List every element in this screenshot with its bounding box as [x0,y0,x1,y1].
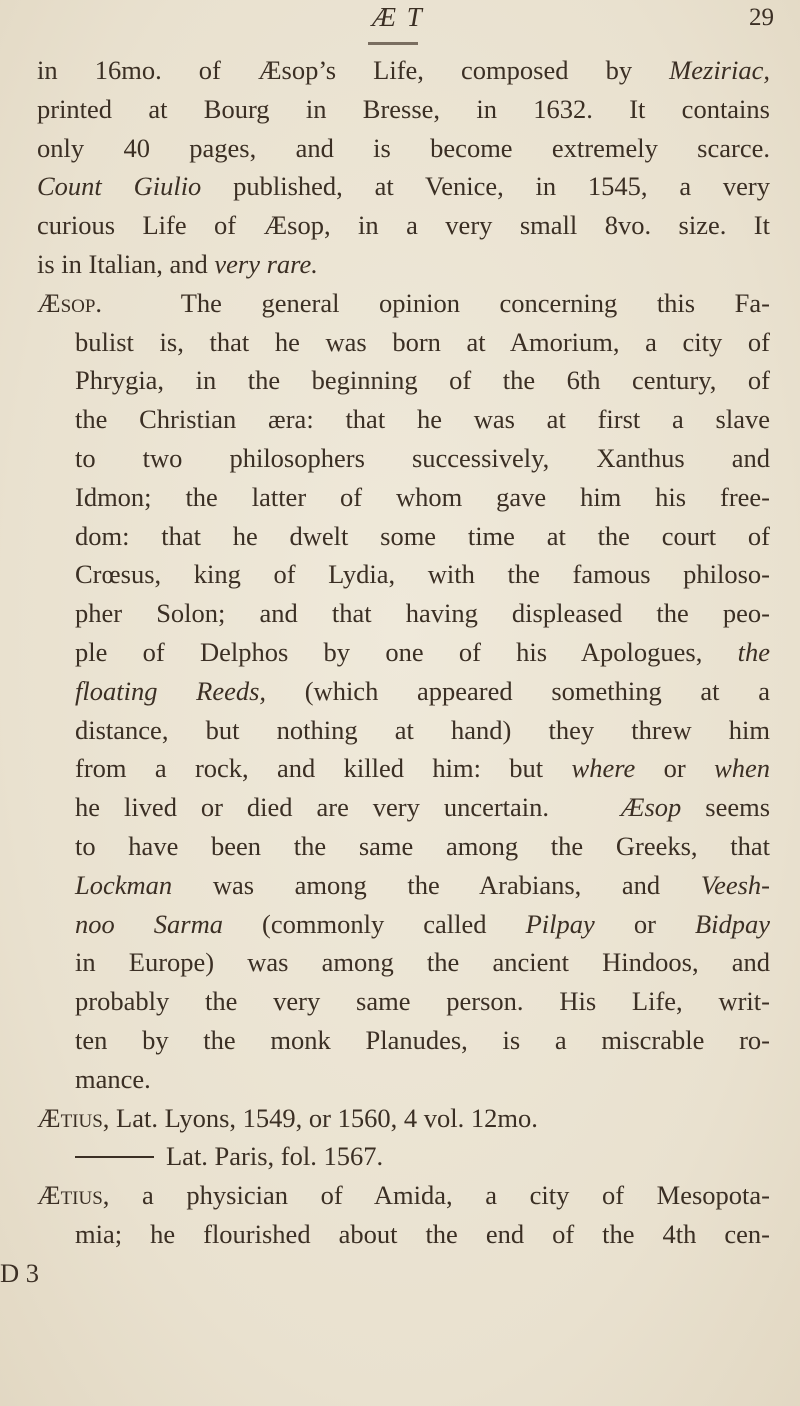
entry-heading: Ætius, [37,1180,110,1211]
text-line: dom: that he dwelt some time at the court of [75,520,770,551]
header-rule [368,42,418,45]
text-line: Count Giulio published, at Venice, in 1545, a very [37,171,770,202]
entry-aetius2-heading-line: Ætius, a physician of Amida, a city of Mesopota- [37,1180,770,1211]
text-line: curious Life of Æsop, in a very small 8vo. size. It [37,210,770,241]
text-line: noo Sarma (commonly called Pilpay or Bidpay [75,908,770,939]
text-line: pher Solon; and that having displeased the peo- [75,598,770,629]
text-line: from a rock, and killed him: but where or when [75,753,771,784]
text-line: distance, but nothing at hand) they threw him [75,714,770,745]
text-line: mia; he flourished about the end of the 4th cen- [75,1218,770,1249]
entry-heading: Æsop. [37,287,103,318]
text-line: printed at Bourg in Bresse, in 1632. It contains [37,93,770,124]
entry-aesop-heading-line: Æsop. The general opinion concerning this Fa- [37,287,770,318]
text-line: Crœsus, king of Lydia, with the famous philoso- [75,559,770,590]
text-line: Idmon; the latter of whom gave him his free- [75,481,770,512]
text-line: floating Reeds, (which appeared something at a [75,675,770,706]
page-header [0,2,800,42]
running-head: Æ T [372,2,424,32]
entry-heading: Ætius, [37,1102,110,1133]
signature-mark: D 3 [0,1257,40,1288]
text-line: ple of Delphos by one of his Apologues, the [75,636,770,667]
text-line: Lockman was among the Arabians, and Veesh- [75,869,771,900]
text-line: in Europe) was among the ancient Hindoos, and [75,947,770,978]
page-number: 29 [749,4,774,31]
text-line: is in Italian, and very rare. [37,248,318,279]
text-line: bulist is, that he was born at Amorium, a city of [75,326,770,357]
text-line: the Christian æra: that he was at first a slave [75,404,770,435]
body-text [0,51,800,1293]
entry-aetius-heading-line: Ætius, Lat. Lyons, 1549, or 1560, 4 vol. 12mo. [37,1102,538,1133]
text-line: to two philosophers successively, Xanthus and [75,442,770,473]
text-line: mance. [75,1063,151,1094]
text-line: probably the very same person. His Life, writ- [75,986,770,1017]
text-line: ten by the monk Planudes, is a miscrable ro- [75,1024,770,1055]
text-line: only 40 pages, and is become extremely scarce. [37,132,770,163]
ditto-dash [75,1156,154,1158]
text-line: to have been the same among the Greeks, that [75,830,770,861]
text-line: in 16mo. of Æsop’s Life, composed by Meziriac, [37,55,770,85]
text-line: Phrygia, in the beginning of the 6th century, of [75,365,770,396]
text-line: Lat. Paris, fol. 1567. [0,1137,800,1176]
text-line: he lived or died are very uncertain. Æsop seems [75,792,771,823]
